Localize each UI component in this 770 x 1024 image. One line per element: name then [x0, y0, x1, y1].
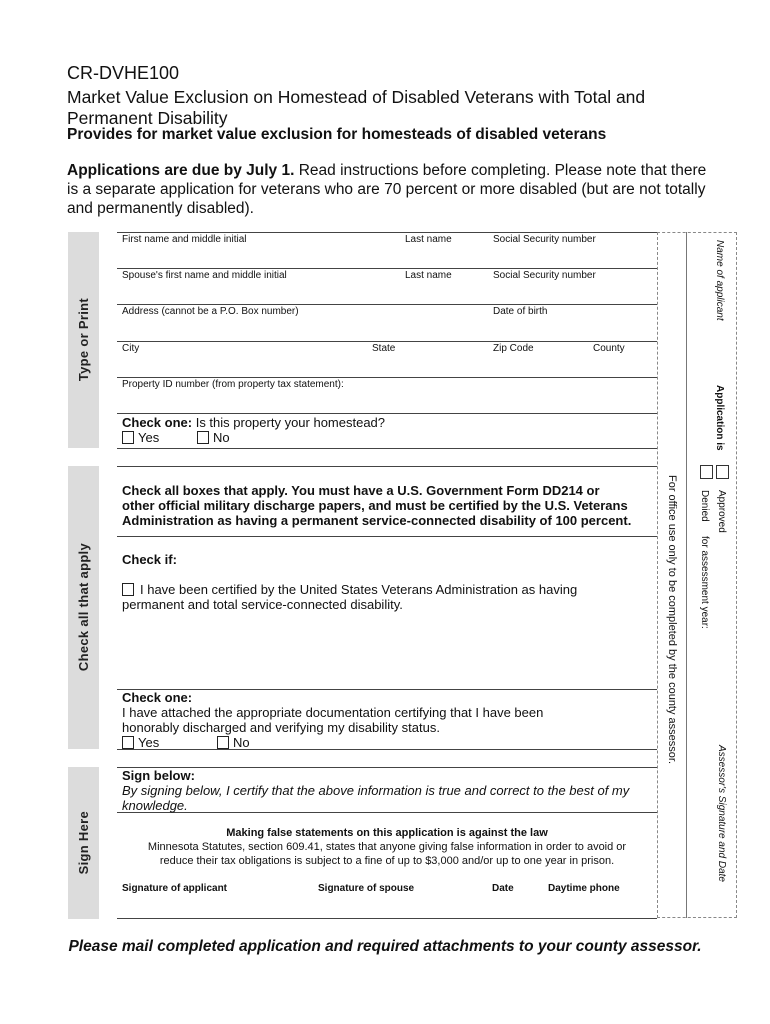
checkbox[interactable] [197, 431, 209, 444]
intro-text [67, 161, 717, 218]
no-label: No [213, 430, 230, 445]
divider [117, 918, 657, 919]
zip-field[interactable]: Zip Code [493, 343, 534, 354]
property-id-field[interactable]: Property ID number (from property tax statement): [122, 379, 344, 390]
check-all-instructions: Check all boxes that apply. You must have a U.S. Government Form DD214 or other official military discharge papers, and must be certified by the U.S. Veterans Administration as having a permanent service-connected disability of 100 percent. [122, 483, 632, 528]
spouse-last-name-field[interactable]: Last name [405, 270, 452, 281]
divider [117, 413, 657, 414]
section-label: Sign Here [76, 811, 91, 875]
address-field[interactable]: Address (cannot be a P.O. Box number) [122, 306, 299, 317]
instructions: Read instructions before completing. Please note that there is a separate application for veterans who are 70 percent or more disabled (but are not totally and permanently disabled). [67, 162, 707, 217]
county-field[interactable]: County [593, 343, 625, 354]
divider [117, 232, 657, 233]
homestead-question [122, 415, 385, 430]
first-name-field[interactable]: First name and middle initial [122, 234, 247, 245]
form-subtitle: Provides for market value exclusion for homesteads of disabled veterans [67, 126, 607, 143]
warning-text: Minnesota Statutes, section 609.41, states that anyone giving false information in order to avoid or reduce their tax obligations is subject to a fine of up to $3,000 and/or up to one year in prison. [147, 841, 627, 867]
form-id: CR-DVHE100 [67, 63, 180, 83]
section-label: Type or Print [76, 298, 91, 382]
question-text: Is this property your homestead? [195, 415, 386, 430]
assessor-signature-label: Assessor's Signature and Date [716, 745, 727, 882]
divider [117, 749, 657, 750]
spouse-first-name-field[interactable]: Spouse's first name and middle initial [122, 270, 287, 281]
homestead-no[interactable] [197, 430, 230, 445]
divider [117, 377, 657, 378]
form-title: Market Value Exclusion on Homestead of Disabled Veterans with Total and Permanent Disability [67, 87, 646, 128]
warning-title: Making false statements on this application is against the law [226, 827, 548, 839]
section-check-all [68, 466, 99, 749]
due-date: Applications are due by July 1. [67, 162, 295, 179]
yes-label: Yes [138, 430, 160, 445]
divider [117, 268, 657, 269]
check-if-label: Check if: [122, 552, 177, 567]
section-label: Check all that apply [76, 543, 91, 672]
signature-spouse-field[interactable]: Signature of spouse [318, 883, 415, 894]
dob-field[interactable]: Date of birth [493, 306, 548, 317]
section-type-print [68, 232, 99, 448]
certified-option[interactable] [122, 582, 592, 612]
section-sign-here [68, 767, 99, 919]
divider [117, 689, 657, 690]
assessment-year-label: for assessment year: [699, 536, 710, 629]
last-name-field[interactable]: Last name [405, 234, 452, 245]
name-of-applicant-label: Name of applicant [714, 240, 725, 321]
signature-applicant-field[interactable]: Signature of applicant [122, 883, 228, 894]
checkbox[interactable] [122, 736, 134, 749]
state-field[interactable]: State [372, 343, 396, 354]
documentation-no[interactable] [217, 735, 250, 750]
divider [117, 341, 657, 342]
spouse-ssn-field[interactable]: Social Security number [493, 270, 596, 281]
approved-checkbox[interactable] [716, 465, 729, 479]
divider [117, 536, 657, 537]
documentation-yes[interactable] [122, 735, 159, 750]
ssn-field[interactable]: Social Security number [493, 234, 596, 245]
sign-below-label: Sign below: [122, 768, 195, 783]
checkbox[interactable] [122, 583, 134, 596]
divider [117, 304, 657, 305]
date-field[interactable]: Date [492, 883, 514, 894]
checkbox[interactable] [122, 431, 134, 444]
denied-label: Denied [699, 490, 710, 522]
certify-text: By signing below, I certify that the above information is true and correct to the best of my knowledge. [122, 783, 630, 813]
application-is-label: Application is [714, 385, 725, 451]
office-divider [686, 232, 687, 918]
approved-label: Approved [716, 490, 727, 533]
divider [117, 448, 657, 449]
checkbox[interactable] [217, 736, 229, 749]
certified-label: I have been certified by the United States Veterans Administration as having permanent and total service-connected disability. [122, 582, 578, 612]
denied-checkbox[interactable] [700, 465, 713, 479]
check-one-label: Check one: [122, 415, 193, 430]
divider [117, 466, 657, 467]
phone-field[interactable]: Daytime phone [548, 883, 620, 894]
homestead-yes[interactable] [122, 430, 159, 445]
no-label: No [233, 735, 250, 750]
yes-label: Yes [138, 735, 160, 750]
office-use-note: For office use only to be completed by the county assessor. [666, 475, 678, 765]
check-one-label: Check one: [122, 690, 193, 705]
documentation-text: I have attached the appropriate documentation certifying that I have been honorably discharged and verifying my disability status. [122, 705, 544, 735]
footer-note: Please mail completed application and required attachments to your county assessor. [68, 938, 702, 955]
city-field[interactable]: City [122, 343, 140, 354]
divider [117, 767, 657, 768]
